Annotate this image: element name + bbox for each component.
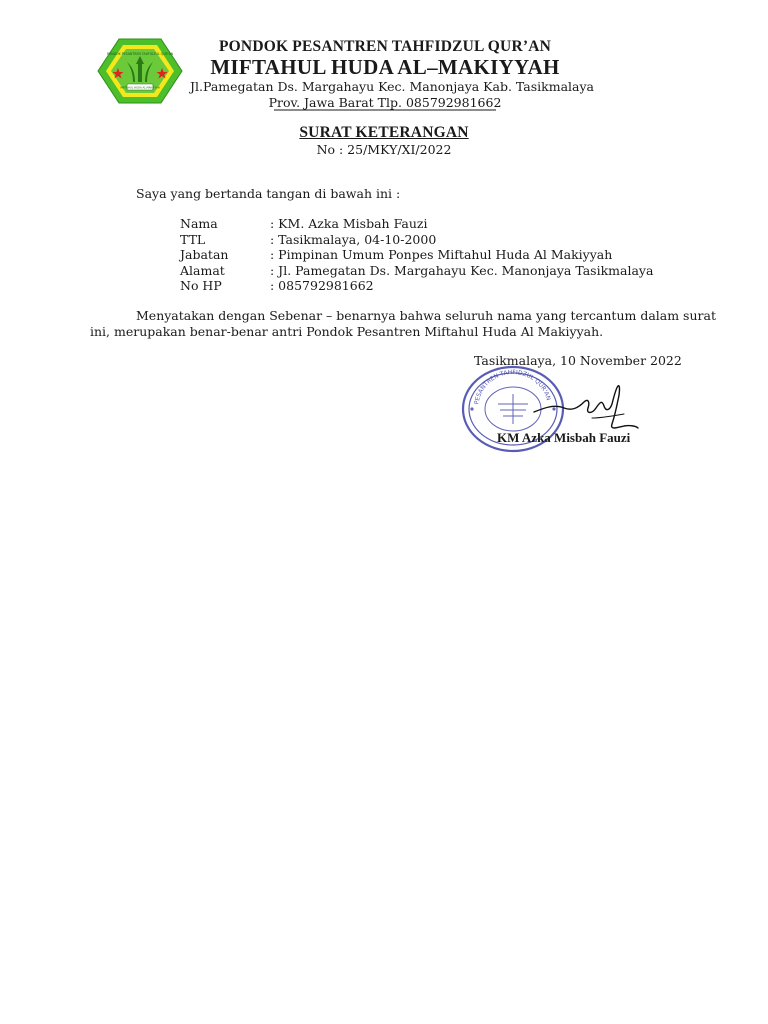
field-label-ttl: TTL bbox=[180, 232, 206, 247]
letterhead-rule bbox=[0, 0, 768, 120]
field-label-nama: Nama bbox=[180, 216, 218, 231]
intro-text: Saya yang bertanda tangan di bawah ini : bbox=[136, 186, 401, 201]
field-value-nama: : KM. Azka Misbah Fauzi bbox=[270, 216, 428, 231]
svg-text:PESANTREN TAHFIDZUL QUR'AN: PESANTREN TAHFIDZUL QUR'AN bbox=[473, 368, 552, 405]
handwritten-signature-icon bbox=[532, 378, 640, 436]
statement-line-1: Menyatakan dengan Sebenar – benarnya bahwa seluruh nama yang tercantum dalam surat bbox=[136, 308, 716, 323]
institution-contact: Prov. Jawa Barat Tlp. 085792981662 bbox=[268, 95, 502, 110]
letter-title: SURAT KETERANGAN bbox=[299, 124, 469, 141]
field-value-jabatan: : Pimpinan Umum Ponpes Miftahul Huda Al Makiyyah bbox=[270, 247, 613, 262]
institution-address: Jl.Pamegatan Ds. Margahayu Kec. Manonjaya Kab. Tasikmalaya bbox=[190, 79, 594, 94]
signer-name: KM Azka Misbah Fauzi bbox=[497, 430, 631, 445]
field-value-nohp: : 085792981662 bbox=[270, 278, 374, 293]
letter-number: No : 25/MKY/XI/2022 bbox=[316, 142, 452, 157]
statement-line-2: ini, merupakan benar-benar antri Pondok Pesantren Miftahul Huda Al Makiyyah. bbox=[90, 324, 604, 339]
svg-text:MIFTAHUL HUDA AL MAKIYYAH: MIFTAHUL HUDA AL MAKIYYAH bbox=[120, 86, 160, 90]
institution-name-line: PONDOK PESANTREN TAHFIDZUL QUR’AN bbox=[219, 38, 551, 55]
field-label-alamat: Alamat bbox=[180, 263, 225, 278]
place-date: Tasikmalaya, 10 November 2022 bbox=[474, 353, 682, 368]
field-value-ttl: : Tasikmalaya, 04-10-2000 bbox=[270, 232, 437, 247]
field-label-jabatan: Jabatan bbox=[180, 247, 229, 262]
svg-text:PONDOK PESANTREN TAHFIDZUL QUR: PONDOK PESANTREN TAHFIDZUL QUR'AN bbox=[106, 52, 174, 56]
institution-title: MIFTAHUL HUDA AL–MAKIYYAH bbox=[210, 55, 560, 79]
field-value-alamat: : Jl. Pamegatan Ds. Margahayu Kec. Manonjaya Tasikmalaya bbox=[270, 263, 654, 278]
field-label-nohp: No HP bbox=[180, 278, 222, 293]
